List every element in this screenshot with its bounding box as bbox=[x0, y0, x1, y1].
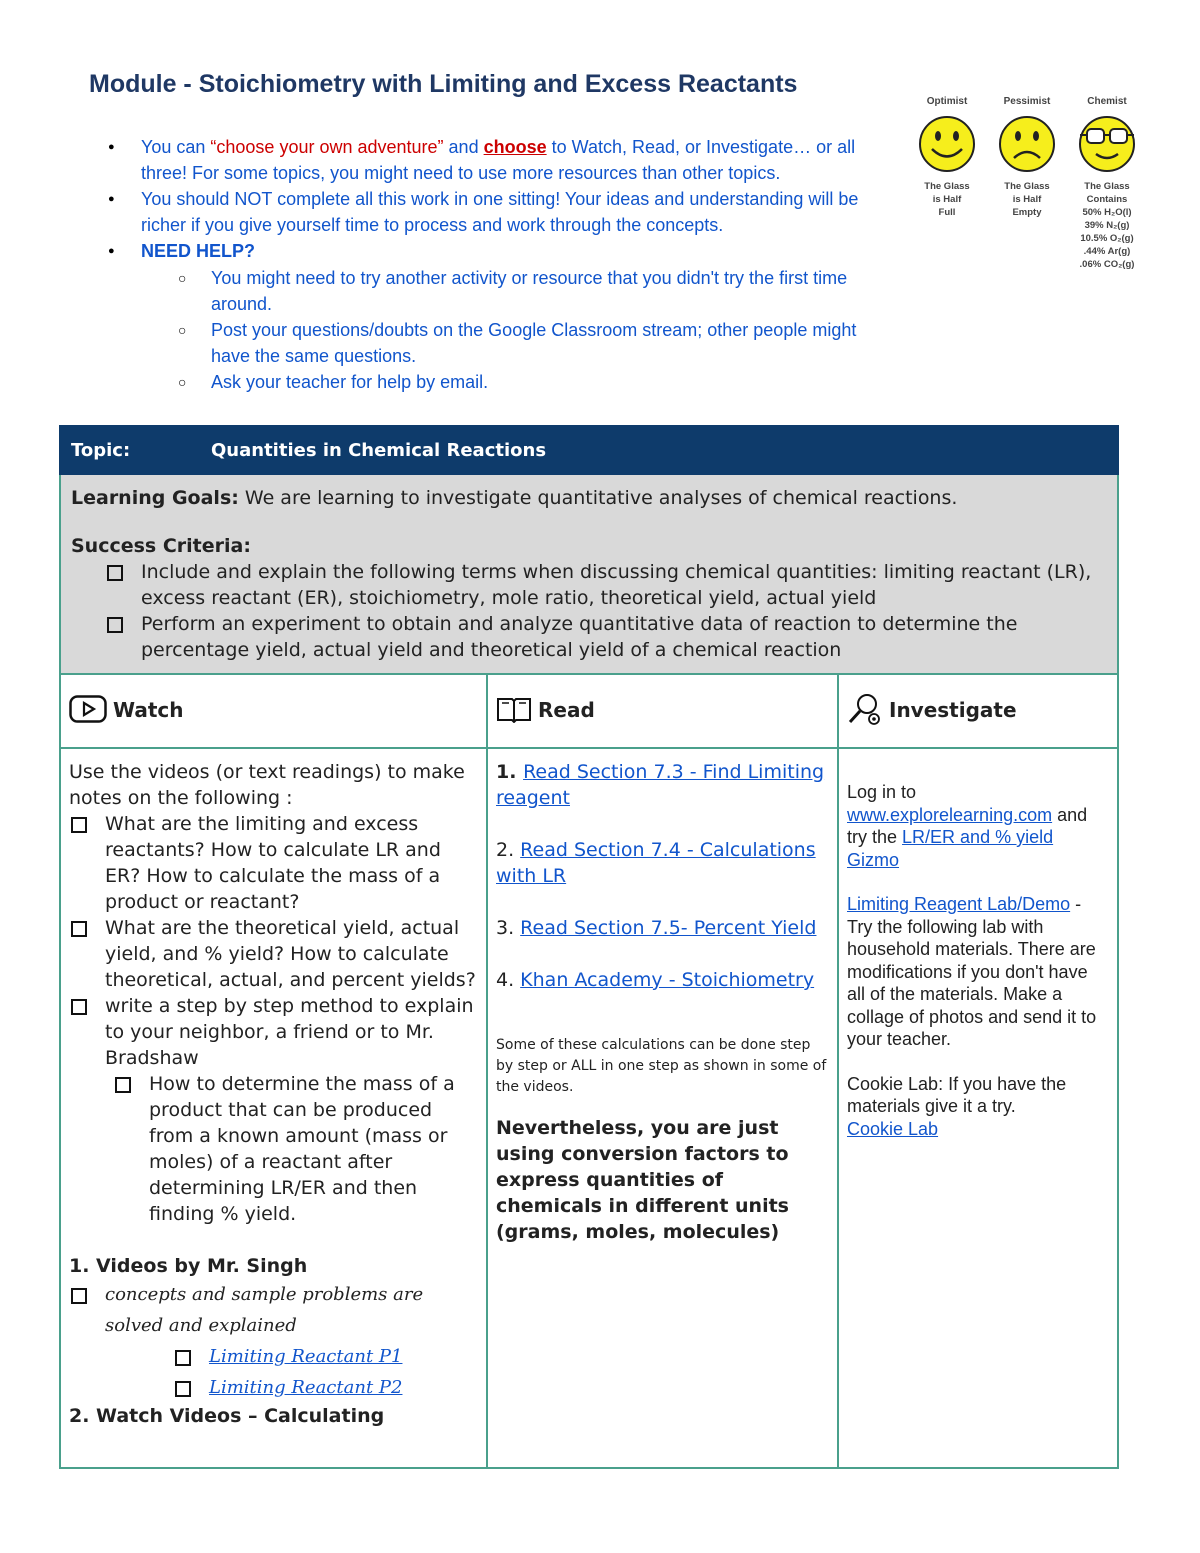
caption-line: Empty bbox=[1012, 207, 1042, 218]
read-section-7-5-link[interactable]: Read Section 7.5- Percent Yield bbox=[520, 917, 817, 939]
read-item-1 bbox=[496, 759, 829, 811]
chemist-column bbox=[1070, 96, 1144, 271]
caption-line: 39% N₂(g) bbox=[1084, 220, 1130, 231]
intro-bullet-2: ● You should NOT complete all this work in one sitting! Your ideas and understanding will be richer if you give yourself time to process and work through the concepts. bbox=[108, 186, 898, 238]
cookie-text: Cookie Lab: If you have the materials give it a try. bbox=[847, 1073, 1067, 1116]
login-text: and try the bbox=[847, 804, 1088, 847]
topic-cell bbox=[60, 426, 1118, 474]
limiting-reactant-p2-link[interactable]: Limiting Reactant P2 bbox=[209, 1377, 403, 1398]
goals-row bbox=[60, 474, 1118, 674]
read-number: 3. bbox=[496, 917, 521, 939]
intro-bullet-1 bbox=[108, 134, 898, 186]
intro-text: You can bbox=[141, 137, 211, 157]
intro-bullet-3 bbox=[108, 238, 898, 395]
limiting-reactant-p1-link[interactable]: Limiting Reactant P1 bbox=[209, 1346, 403, 1367]
explorelearning-link[interactable]: www.explorelearning.com bbox=[847, 804, 1053, 825]
read-header bbox=[487, 674, 838, 748]
read-number: 2. bbox=[496, 839, 521, 861]
pessimist-label: Pessimist bbox=[1003, 96, 1051, 107]
learning-goals bbox=[71, 485, 1107, 511]
cookie-lab-link[interactable]: Cookie Lab bbox=[847, 1118, 939, 1139]
videos-heading: 1. Videos by Mr. Singh bbox=[69, 1255, 308, 1277]
lab-paragraph bbox=[847, 893, 1109, 1051]
caption-line: 50% H₂O(l) bbox=[1082, 207, 1132, 218]
videos-note: concepts and sample problems are solved and explained bbox=[69, 1279, 478, 1341]
caption-line: .44% Ar(g) bbox=[1083, 246, 1131, 257]
watch-intro: Use the videos (or text readings) to make notes on the following : bbox=[69, 761, 465, 809]
read-item-3 bbox=[496, 915, 829, 941]
caption-line: The Glass bbox=[1084, 181, 1130, 192]
content-row bbox=[60, 748, 1118, 1468]
lab-text: - Try the following lab with household materials. There are modifications if you don't have all of the materials. Make a collage of photos and send it to your teacher. bbox=[847, 894, 1097, 1049]
videos-note-list bbox=[69, 1279, 478, 1341]
criteria-item: Include and explain the following terms when discussing chemical quantities: limiting reactant (LR), excess reactant (ER), stoichiometry, mole ratio, theoretical yield, actual yield bbox=[105, 559, 1107, 611]
watch-item: write a step by step method to explain to your neighbor, a friend or to Mr. Bradshaw bbox=[69, 993, 478, 1071]
watch-title: Watch bbox=[113, 697, 184, 722]
caption-line: Contains bbox=[1086, 194, 1128, 205]
read-item-2 bbox=[496, 837, 829, 889]
caption-line: The Glass bbox=[1004, 181, 1050, 192]
read-note: Some of these calculations can be done step by step or ALL in one step as shown in some of the videos. bbox=[496, 1037, 827, 1095]
read-section-7-3-link[interactable]: Read Section 7.3 - Find Limiting reagent bbox=[496, 761, 825, 809]
investigate-column bbox=[838, 748, 1118, 1468]
chemist-label: Chemist bbox=[1087, 96, 1127, 107]
magnifier-gear-icon bbox=[847, 692, 883, 731]
read-number: 4. bbox=[496, 969, 521, 991]
learning-goals-text: We are learning to investigate quantitative analyses of chemical reactions. bbox=[238, 487, 958, 509]
read-emphasis: Nevertheless, you are just using conversion factors to express quantities of chemicals in different units (grams, moles, molecules) bbox=[496, 1117, 789, 1243]
read-item-4 bbox=[496, 967, 829, 993]
learning-goals-label: Learning Goals: bbox=[71, 487, 239, 509]
glass-faces-image bbox=[910, 96, 1150, 286]
module-table bbox=[59, 425, 1119, 1469]
login-text: Log in to bbox=[847, 782, 917, 802]
pessimist-column bbox=[990, 96, 1064, 219]
watch-item: What are the theoretical yield, actual yield, and % yield? How to calculate theoretical, actual, and percent yields? bbox=[69, 915, 478, 993]
play-icon bbox=[69, 695, 107, 728]
khan-academy-link[interactable]: Khan Academy - Stoichiometry bbox=[520, 969, 815, 991]
intro-text: and bbox=[443, 137, 484, 157]
investigate-title: Investigate bbox=[889, 697, 1017, 722]
need-help-label: NEED HELP? bbox=[141, 241, 256, 261]
caption-line: .06% CO₂(g) bbox=[1079, 259, 1135, 270]
help-item: ○ You might need to try another activity or resource that you didn't try the first time around. bbox=[178, 265, 898, 317]
read-title: Read bbox=[538, 697, 595, 722]
criteria-item: Perform an experiment to obtain and analyze quantitative data of reaction to determine the percentage yield, actual yield and theoretical yield of a chemical reaction bbox=[105, 611, 1107, 663]
column-headers bbox=[60, 674, 1118, 748]
sad-face-icon bbox=[997, 114, 1057, 174]
page-title: Module - Stoichiometry with Limiting and Excess Reactants bbox=[89, 70, 798, 98]
open-book-icon bbox=[496, 695, 532, 728]
topic-value: Quantities in Chemical Reactions bbox=[211, 439, 547, 461]
intro-text: to Watch, Read, or Investigate… or all three! For some topics, you might need to use more resources than other topics. bbox=[141, 137, 856, 183]
watch-subchecklist bbox=[113, 1071, 478, 1227]
gizmo-paragraph bbox=[847, 781, 1109, 871]
watch-heading-2: 2. Watch Videos – Calculating bbox=[69, 1405, 385, 1427]
caption-line: 10.5% O₂(g) bbox=[1080, 233, 1134, 244]
optimist-column bbox=[910, 96, 984, 219]
goggles-face-icon bbox=[1077, 114, 1137, 174]
read-column bbox=[487, 748, 838, 1468]
watch-subitem: How to determine the mass of a product that can be produced from a known amount (mass or moles) of a reactant after determining LR/ER and then finding % yield. bbox=[113, 1071, 478, 1227]
success-criteria-list bbox=[105, 559, 1107, 663]
investigate-header bbox=[838, 674, 1118, 748]
intro-list bbox=[108, 134, 898, 395]
adventure-quote: “choose your own adventure” bbox=[210, 137, 444, 157]
gizmo-link[interactable]: LR/ER and % yield Gizmo bbox=[847, 827, 1054, 870]
caption-line: is Half bbox=[1012, 194, 1042, 205]
caption-line: The Glass bbox=[924, 181, 970, 192]
help-item: ○ Ask your teacher for help by email. bbox=[178, 369, 898, 395]
topic-row bbox=[60, 426, 1118, 474]
video-link-item bbox=[173, 1341, 478, 1372]
caption-line: Full bbox=[938, 207, 956, 218]
success-criteria-label: Success Criteria: bbox=[71, 535, 251, 557]
watch-item: What are the limiting and excess reactants? How to calculate LR and ER? How to calculate the mass of a product or reactant? bbox=[69, 811, 478, 915]
goals-cell bbox=[60, 474, 1118, 674]
watch-column bbox=[60, 748, 487, 1468]
happy-face-icon bbox=[917, 114, 977, 174]
topic-label: Topic: bbox=[71, 439, 131, 461]
video-link-item bbox=[173, 1372, 478, 1403]
watch-header bbox=[60, 674, 487, 748]
help-item: ○ Post your questions/doubts on the Google Classroom stream; other people might have the same questions. bbox=[178, 317, 898, 369]
cookie-paragraph bbox=[847, 1073, 1109, 1141]
caption-line: is Half bbox=[932, 194, 962, 205]
limiting-reagent-lab-link[interactable]: Limiting Reagent Lab/Demo bbox=[847, 894, 1071, 914]
read-number: 1. bbox=[496, 761, 524, 783]
help-sublist bbox=[108, 265, 898, 395]
optimist-label: Optimist bbox=[926, 96, 968, 107]
read-section-7-4-link[interactable]: Read Section 7.4 - Calculations with LR bbox=[496, 839, 816, 887]
watch-checklist bbox=[69, 811, 478, 1071]
choose-emphasis: choose bbox=[483, 137, 547, 157]
video-links bbox=[173, 1341, 478, 1403]
